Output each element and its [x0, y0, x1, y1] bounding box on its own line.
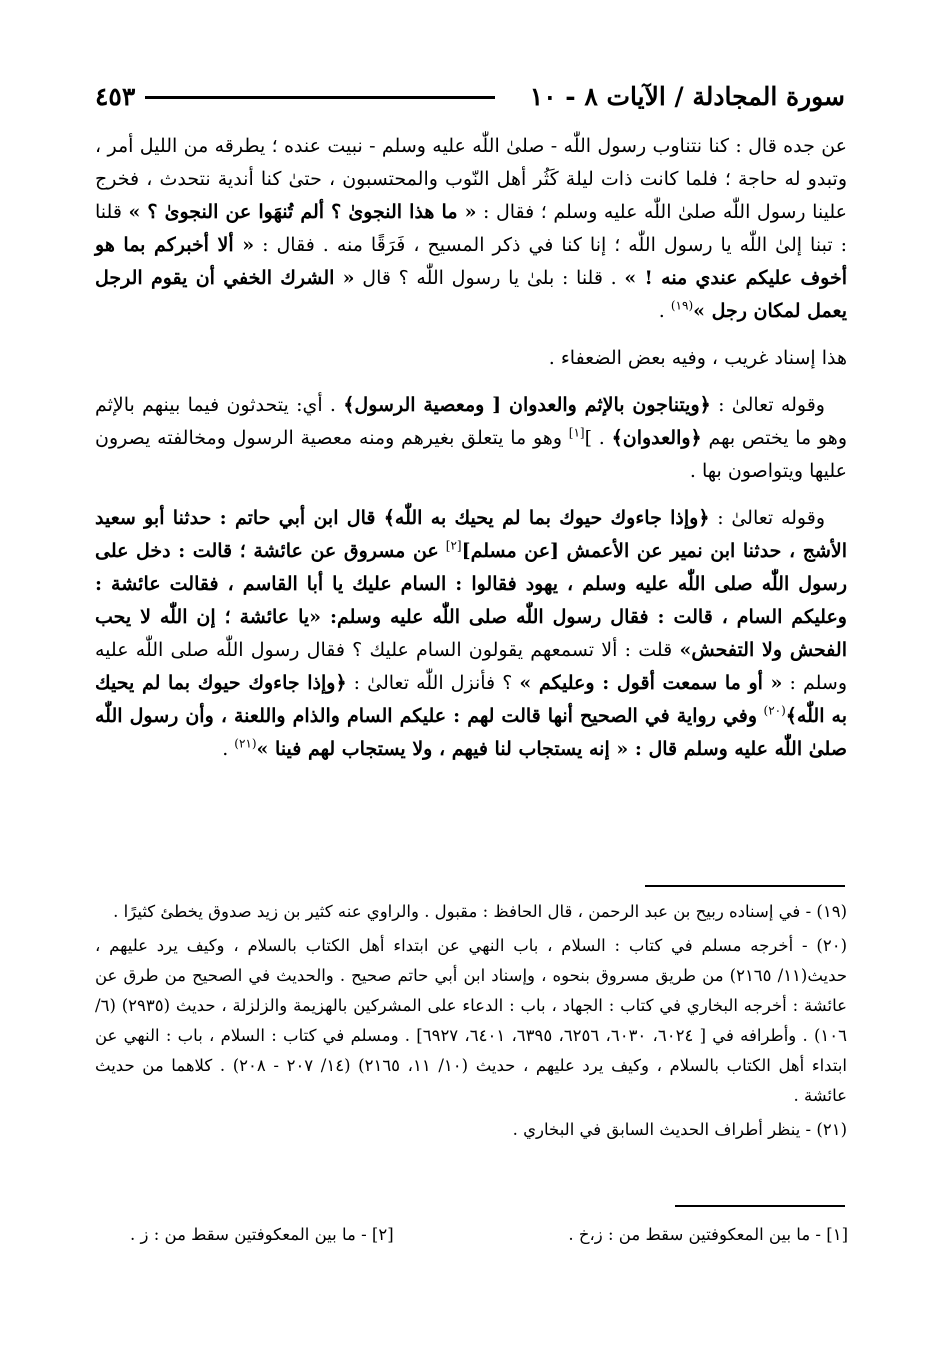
footnote-ref-20[interactable]: (٢٠) [763, 703, 786, 718]
editor-note-1: [١] - ما بين المعكوفتين سقط من : ز،خ . [568, 1225, 848, 1244]
footnotes [95, 897, 847, 1149]
surah-title: سورة المجادلة / الآيات ٨ - ١٠ [529, 82, 845, 111]
page-number: ٤٥٣ [95, 82, 136, 111]
paragraph-isnad-note: هذا إسناد غريب ، وفيه بعض الضعفاء . [548, 347, 847, 369]
paragraph-verse-itm: وقوله تعالىٰ : ﴿ويتناجون بالإثم والعدوان [ ومعصية الرسول﴾ . أي: يتحدثون فيما بينهم بالإثم وهو ما يختص بهم ﴿والعدوان﴾ . ][١] وهو ما يتعلق بغيرهم ومنه معصية الرسول ومخالفته يصرون عليها ويتواصون بها . [95, 394, 848, 482]
editor-note-2: [٢] - ما بين المعكوفتين سقط من : ز . [130, 1225, 394, 1244]
editor-ref-1[interactable]: [١] [568, 425, 585, 440]
paragraph-hadith-najwa: عن جده قال : كنا نتناوب رسول اللّٰه - صلىٰ اللّٰه عليه وسلم - نبيت عنده ؛ يطرقه من الليل أمر ، وتبدو له حاجة ؛ فلما كانت ذات ليلة كَثُر أهل النّوب والمحتسبون ، حتىٰ كنا أندية نتحدث ، فخرج علينا رسول اللّٰه صلىٰ اللّٰه عليه وسلم ؛ فقال : « ما هذا النجوىٰ ؟ ألم تُنهَوا عن النجوىٰ ؟ » قلنا : تبنا إلىٰ اللّٰه يا رسول اللّٰه ؛ إنا كنا في ذكر المسيح ، فَرَقًا منه . فقال : « ألا أخبركم بما هو أخوف عليكم عندي منه ! » . قلنا : بلىٰ يا رسول اللّٰه ؟ قال « الشرك الخفي أن يقوم الرجل يعمل لمكان رجل »$^{(١٩)}$ . [95, 135, 848, 322]
main-text [95, 130, 847, 780]
footnote-ref-19[interactable]: (١٩) [670, 298, 694, 313]
footnote-separator [645, 885, 845, 887]
editor-notes-separator [675, 1205, 845, 1207]
editor-ref-2[interactable]: [٢] [445, 538, 462, 553]
footnote-ref-21[interactable]: (٢١) [234, 736, 257, 751]
footnote-20: (٢٠) - أخرجه مسلم في كتاب : السلام ، باب النهي عن ابتداء أهل الكتاب بالسلام ، وكيف يرد عليهم ، حديث(١١/ ٢١٦٥) من طريق مسروق بنحوه ، وإسناد ابن أبي حاتم صحيح . والحديث في الصحيح من طرق عن عائشة : أخرجه البخاري في كتاب : الجهاد ، باب : الدعاء على المشركين بالهزيمة والزلزلة ، حديث (٢٩٣٥) (٦/ ١٠٦) . وأطرافه في [ ٦٠٢٤، ٦٠٣٠، ٦٢٥٦، ٦٣٩٥، ٦٤٠١، ٦٩٢٧] . ومسلم في كتاب : السلام ، باب : النهي عن ابتداء أهل الكتاب بالسلام ، وكيف يرد عليهم ، حديث (١٠/ ١١، ٢١٦٥) (١٤/ ٢٠٧ - ٢٠٨) . كلاهما من حديث عائشة . [95, 936, 848, 1105]
paragraph-verse-tahiya: وقوله تعالىٰ : ﴿وإذا جاءوك حيوك بما لم يحيك به اللّٰه﴾ قال ابن أبي حاتم : حدثنا أبو سعيد الأشج ، حدثنا ابن نمير عن الأعمش [عن مسلم][٢] عن مسروق عن عائشة ؛ قالت : دخل على رسول اللّٰه صلى اللّٰه عليه وسلم ، يهود فقالوا : السام عليك يا أبا القاسم ، فقالت عائشة : وعليكم السام ، قالت : فقال رسول اللّٰه صلى اللّٰه عليه وسلم: «يا عائشة ؛ إن اللّٰه لا يحب الفحش ولا التفحش» قلت : ألا تسمعهم يقولون السام عليك ؟ فقال رسول اللّٰه صلى اللّٰه عليه وسلم : « أو ما سمعت أقول : وعليكم » ؟ فأنزل اللّٰه تعالىٰ : ﴿وإذا جاءوك حيوك بما لم يحيك به اللّٰه﴾$^{(٢٠)}$ وفي رواية في الصحيح أنها قالت لهم : عليكم السام والذام واللعنة ، وأن رسول اللّٰه صلىٰ اللّٰه عليه وسلم قال : « إنه يستجاب لنا فيهم ، ولا يستجاب لهم فينا »$^{(٢١)}$ . [95, 507, 848, 760]
footnote-19: (١٩) - في إسناده ربيح بن عبد الرحمن ، قال الحافظ : مقبول . والراوي عنه كثير بن زيد صدوق يخطئ كثيرًا . [113, 902, 847, 921]
page-header [95, 78, 845, 118]
editor-notes [130, 1220, 848, 1250]
footnote-21: (٢١) - ينظر أطراف الحديث السابق في البخاري . [512, 1120, 847, 1139]
header-rule [145, 96, 495, 99]
